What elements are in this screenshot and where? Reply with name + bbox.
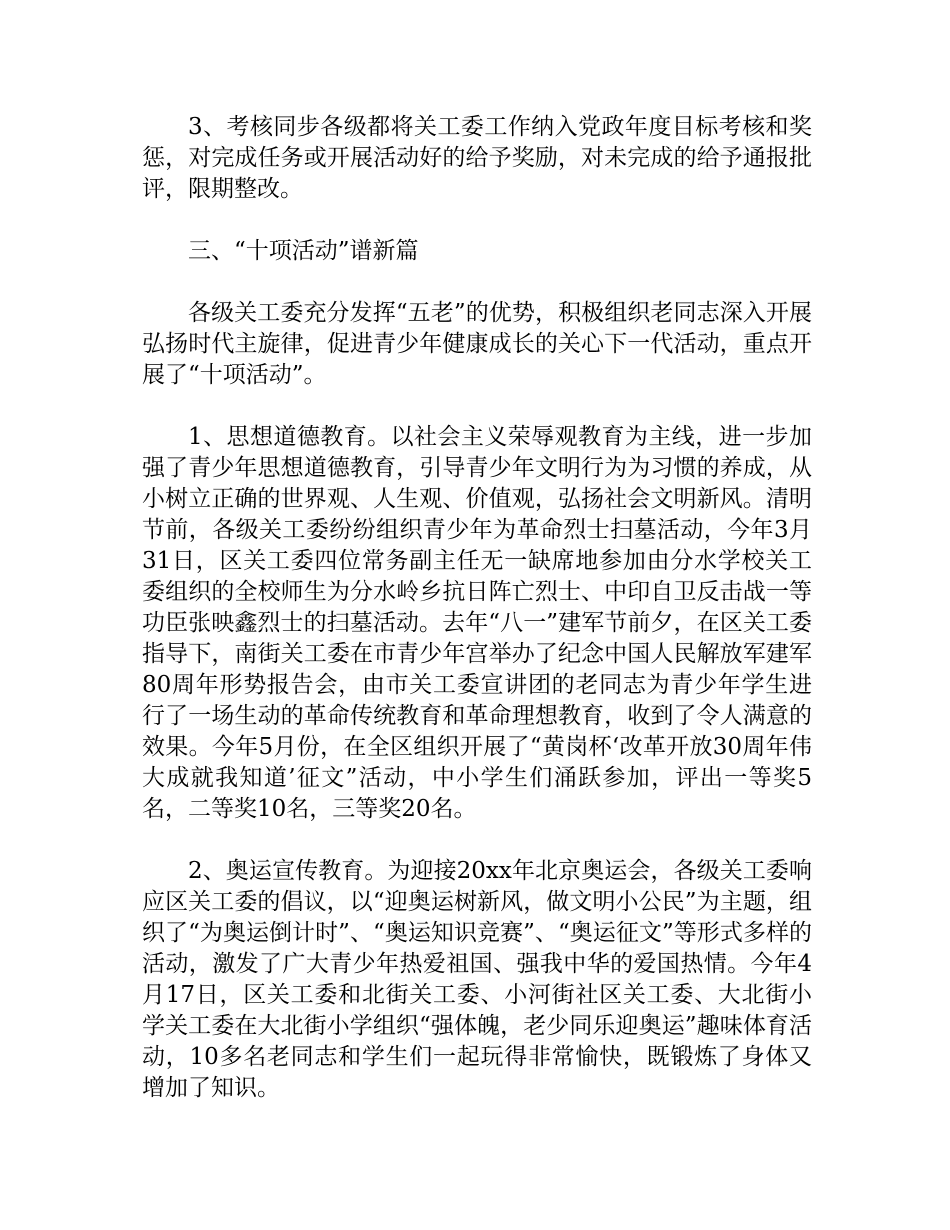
paragraph-assessment: 3、考核同步各级都将关工委工作纳入党政年度目标考核和奖惩，对完成任务或开展活动好的给予奖励，对未完成的给予通报批评，限期整改。: [142, 114, 812, 202]
paragraph-moral-education: 1、思想道德教育。以社会主义荣辱观教育为主线，进一步加强了青少年思想道德教育，引导青少年文明行为为习惯的养成，从小树立正确的世界观、人生观、价值观，弘扬社会文明新风。清明节前，各级关工委纷纷组织青少年为革命烈士扫墓活动，今年3月31日，区关工委四位常务副主任无一缺席地参加由分水学校关工委组织的全校师生为分水岭乡抗日阵亡烈士、中印自卫反击战一等功臣张映鑫烈士的扫墓活动。去年“八一”建军节前夕，在区关工委指导下，南街关工委在市青少年宫举办了纪念中国人民解放军建军80周年形势报告会，由市关工委宣讲团的老同志为青少年学生进行了一场生动的革命传统教育和革命理想教育，收到了令人满意的效果。今年5月份，在全区组织开展了“黄岗杯‘改革开放30周年伟大成就我知道’征文”活动，中小学生们涌跃参加，评出一等奖5名，二等奖10名，三等奖20名。: [142, 424, 812, 822]
document-page: [142, 112, 812, 1135]
paragraph-intro: 各级关工委充分发挥“五老”的优势，积极组织老同志深入开展弘扬时代主旋律，促进青少年健康成长的关心下一代活动，重点开展了“十项活动”。: [142, 300, 812, 388]
section-heading-ten-activities: 三、“十项活动”谱新篇: [188, 238, 419, 264]
paragraph-olympics-education: 2、奥运宣传教育。为迎接20xx年北京奥运会，各级关工委响应区关工委的倡议，以“迎奥运树新风，做文明小公民”为主题，组织了“为奥运倒计时”、“奥运知识竞赛”、“奥运征文”等形式多样的活动，激发了广大青少年热爱祖国、强我中华的爱国热情。今年4月17日，区关工委和北街关工委、小河街社区关工委、大北街小学关工委在大北街小学组织“强体魄，老少同乐迎奥运”趣味体育活动，10多名老同志和学生们一起玩得非常愉快，既锻炼了身体又增加了知识。: [142, 858, 812, 1101]
